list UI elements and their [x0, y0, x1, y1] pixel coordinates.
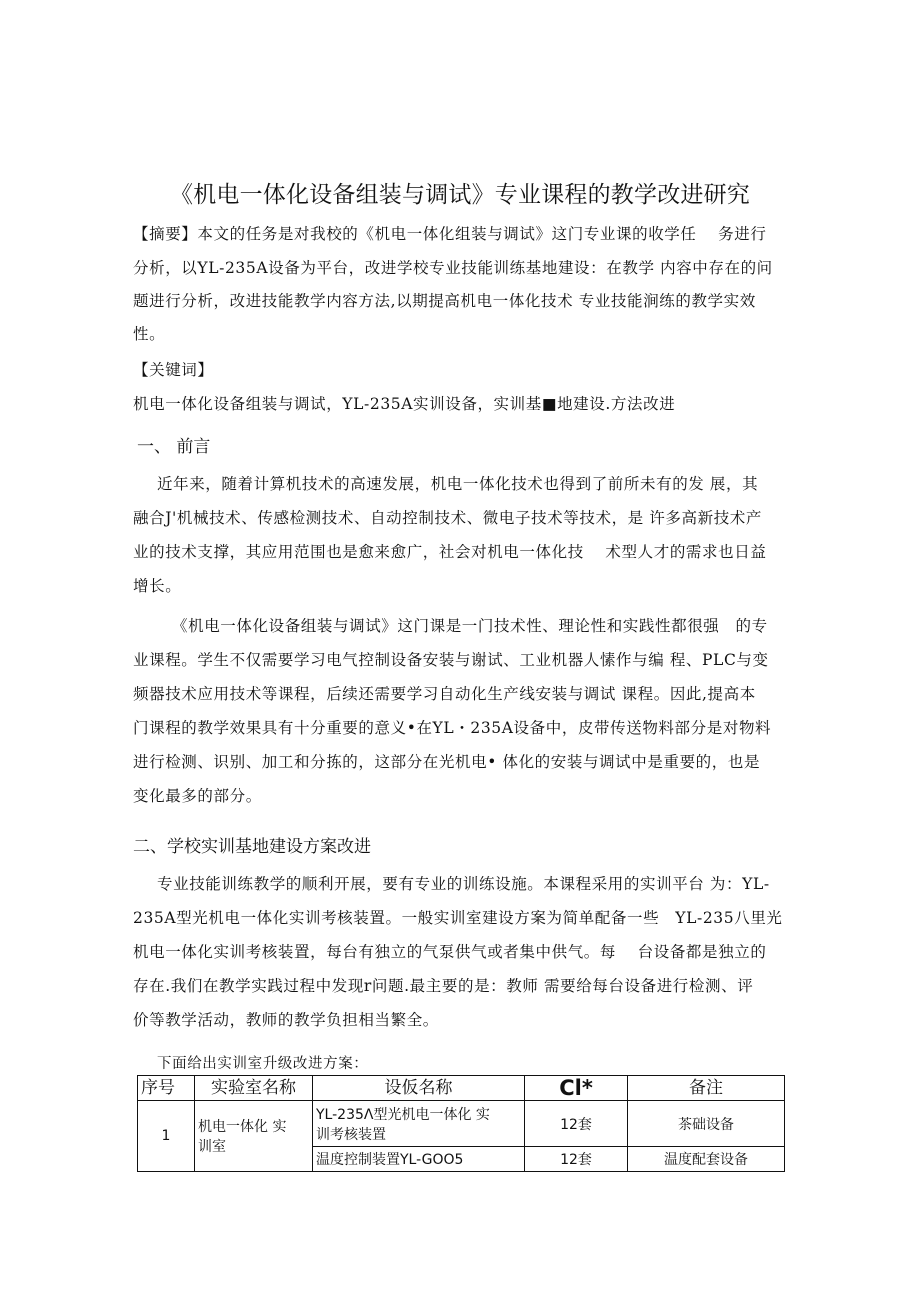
keywords-text: 机电一体化设备组装与调试，YL-235A实训设备，实训基■地建设.方法改进	[133, 395, 676, 413]
table-header-row	[138, 1076, 785, 1101]
header-quantity: Cl*	[525, 1076, 628, 1101]
upgrade-plan-table	[137, 1075, 785, 1172]
header-index: 序号	[138, 1076, 195, 1101]
abstract-line: 【摘要】本文的任务是对我校的《机电一体化组装与调试》这门专业课的收学任 务进行	[133, 225, 767, 243]
paragraph-line: 存在.我们在教学实践过程中发现r问题.最主要的是：教师 需要给每台设备进行检测、评	[133, 977, 754, 995]
cell-line: 训考核装置	[316, 1126, 386, 1143]
table-row	[138, 1101, 785, 1147]
header-device-name: 设仮名称	[313, 1076, 525, 1101]
abstract-line: 性。	[133, 325, 166, 343]
header-lab-name: 实验室名称	[195, 1076, 313, 1101]
paragraph-line: 变化最多的部分。	[133, 787, 262, 805]
abstract-line: 题进行分析，改进技能教学内容方法,以期提高机电一体化技术 专业技能涧练的教学实效	[133, 292, 756, 310]
cell-line: 训室	[198, 1139, 226, 1155]
cell-index: 1	[138, 1101, 195, 1172]
paragraph-line: 增长。	[133, 577, 182, 595]
abstract-line: 分析，以YL-235A设备为平台，改进学校专业技能训练基地建设：在教学 内容中存在的问	[133, 259, 773, 277]
paragraph-line: 近年来，随着计算机技术的高速发展，机电一体化技术也得到了前所未有的发 展，其	[157, 475, 759, 493]
paragraph-line: 融合J'机械技术、传感检测技术、自动控制技术、微电子技术等技术，是 许多高新技术产	[133, 509, 763, 527]
paragraph-line: 《机电一体化设备组装与调试》这门课是一门技术性、理论性和实践性都很强 的专	[172, 617, 768, 635]
paragraph-line: 业的技术支撑，其应用范围也是愈来愈广，社会对机电一体化技 术型人才的需求也日益	[133, 543, 767, 561]
paragraph-line: 专业技能训练教学的顺利开展，要有专业的训练设施。本课程采用的实训平台 为：YL-	[157, 875, 770, 893]
cell-note: 温度配套设备	[628, 1147, 785, 1172]
section-heading-preface: 一、 前言	[137, 437, 211, 457]
paragraph-line: 门课程的教学效果具有十分重要的意义•在YL・235A设备中，皮带传送物料部分是对物料	[133, 719, 772, 737]
cell-line: YL-235Λ型光机电一体化 实	[316, 1106, 490, 1123]
cell-line: 机电一体化 实	[198, 1119, 287, 1135]
paragraph-line: 价等教学活动，教师的教学负担相当繁全。	[133, 1011, 439, 1029]
paragraph-line: 业课程。学生不仅需要学习电气控制设备安装与谢试、工业机器人愫作与编 程、PLC与变	[133, 651, 769, 669]
keywords-label: 【关键词】	[133, 361, 214, 379]
cell-device-name	[313, 1101, 525, 1147]
cell-quantity: 12套	[525, 1147, 628, 1172]
cell-device-name: 温度控制装置YL-GOO5	[313, 1147, 525, 1172]
cell-quantity: 12套	[525, 1101, 628, 1147]
paragraph-line: 进行检测、识别、加工和分拣的，这部分在光机电• 体化的安装与调试中是重要的，也是	[133, 753, 761, 771]
section-heading-training-base: 二、学校实训基地建设方案改进	[133, 837, 371, 857]
paragraph-line: 235A型光机电一体化实训考核装置。一般实训室建设方案为简单配备一些 YL-235八里光	[133, 909, 783, 927]
document-title: 《机电一体化设备组装与调试》专业课程的教学改进研究	[170, 182, 750, 208]
header-note: 备注	[628, 1076, 785, 1101]
cell-note: 茶础设备	[628, 1101, 785, 1147]
paragraph-line: 机电一体化实训考核装置，每台有独立的气泵供气或者集中供气。每 台设备都是独立的	[133, 943, 767, 961]
paragraph-line: 频器技术应用技术等课程，后续还需要学习自动化生产线安装与调试 课程。因此,提高本	[133, 685, 756, 703]
table-intro: 下面给出实训室升级改进方案：	[157, 1056, 369, 1072]
cell-lab-name	[195, 1101, 313, 1172]
